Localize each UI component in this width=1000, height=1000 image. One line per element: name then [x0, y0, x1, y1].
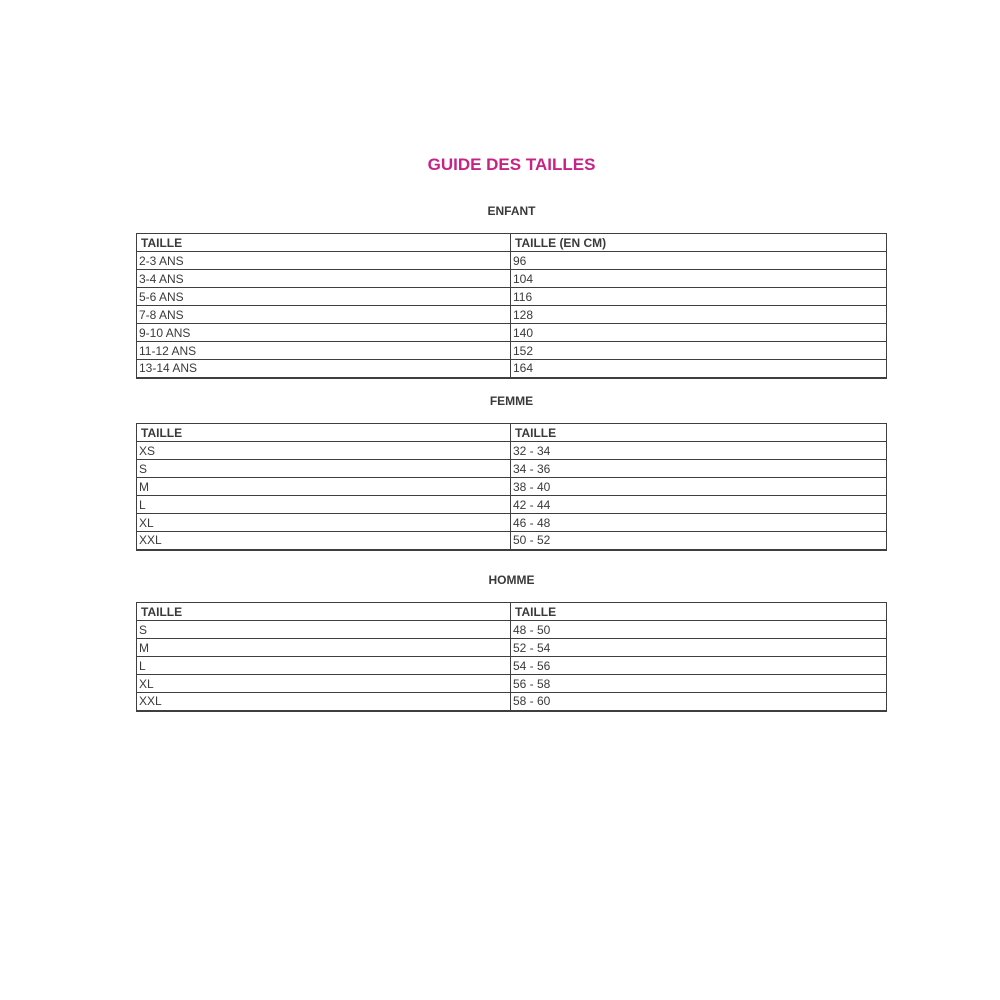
table-cell: L: [137, 657, 511, 675]
size-section-homme: [136, 573, 887, 712]
size-table: [136, 602, 887, 712]
table-cell: 152: [511, 342, 887, 360]
table-cell: M: [137, 639, 511, 657]
table-cell: 5-6 ANS: [137, 288, 511, 306]
table-cell: 140: [511, 324, 887, 342]
table-cell: 32 - 34: [511, 442, 887, 460]
table-cell: 11-12 ANS: [137, 342, 511, 360]
table-cell: 34 - 36: [511, 460, 887, 478]
size-section-femme: [136, 394, 887, 551]
column-header: TAILLE: [511, 424, 887, 442]
table-row: [137, 360, 887, 378]
table-row: [137, 252, 887, 270]
table-cell: 116: [511, 288, 887, 306]
column-header: TAILLE (EN CM): [511, 234, 887, 252]
table-cell: 3-4 ANS: [137, 270, 511, 288]
table-cell: XL: [137, 514, 511, 532]
table-row: [137, 657, 887, 675]
table-header-row: [137, 424, 887, 442]
table-cell: 42 - 44: [511, 496, 887, 514]
table-cell: 50 - 52: [511, 532, 887, 550]
table-cell: 52 - 54: [511, 639, 887, 657]
table-row: [137, 621, 887, 639]
table-row: [137, 478, 887, 496]
size-table: [136, 233, 887, 379]
table-row: [137, 514, 887, 532]
table-cell: S: [137, 460, 511, 478]
table-row: [137, 496, 887, 514]
table-row: [137, 693, 887, 711]
table-cell: 164: [511, 360, 887, 378]
table-row: [137, 288, 887, 306]
table-cell: XXL: [137, 532, 511, 550]
column-header: TAILLE: [137, 603, 511, 621]
section-heading: FEMME: [489, 394, 534, 408]
table-row: [137, 675, 887, 693]
table-cell: XL: [137, 675, 511, 693]
table-header-row: [137, 603, 887, 621]
section-heading: HOMME: [488, 573, 535, 587]
table-row: [137, 324, 887, 342]
table-row: [137, 442, 887, 460]
column-header: TAILLE: [137, 424, 511, 442]
table-cell: XXL: [137, 693, 511, 711]
table-cell: 2-3 ANS: [137, 252, 511, 270]
table-row: [137, 460, 887, 478]
table-cell: 96: [511, 252, 887, 270]
table-row: [137, 342, 887, 360]
column-header: TAILLE: [511, 603, 887, 621]
table-cell: L: [137, 496, 511, 514]
size-section-enfant: [136, 204, 887, 379]
table-cell: 38 - 40: [511, 478, 887, 496]
page-title: GUIDE DES TAILLES: [427, 155, 596, 174]
table-cell: 54 - 56: [511, 657, 887, 675]
table-cell: 58 - 60: [511, 693, 887, 711]
table-cell: 56 - 58: [511, 675, 887, 693]
column-header: TAILLE: [137, 234, 511, 252]
table-row: [137, 306, 887, 324]
table-cell: 9-10 ANS: [137, 324, 511, 342]
table-cell: 46 - 48: [511, 514, 887, 532]
table-cell: 48 - 50: [511, 621, 887, 639]
table-cell: S: [137, 621, 511, 639]
table-cell: 13-14 ANS: [137, 360, 511, 378]
table-cell: 128: [511, 306, 887, 324]
table-header-row: [137, 234, 887, 252]
table-row: [137, 639, 887, 657]
table-row: [137, 270, 887, 288]
table-row: [137, 532, 887, 550]
table-cell: 7-8 ANS: [137, 306, 511, 324]
size-table: [136, 423, 887, 551]
section-heading: ENFANT: [487, 204, 536, 218]
table-cell: XS: [137, 442, 511, 460]
table-cell: M: [137, 478, 511, 496]
table-cell: 104: [511, 270, 887, 288]
